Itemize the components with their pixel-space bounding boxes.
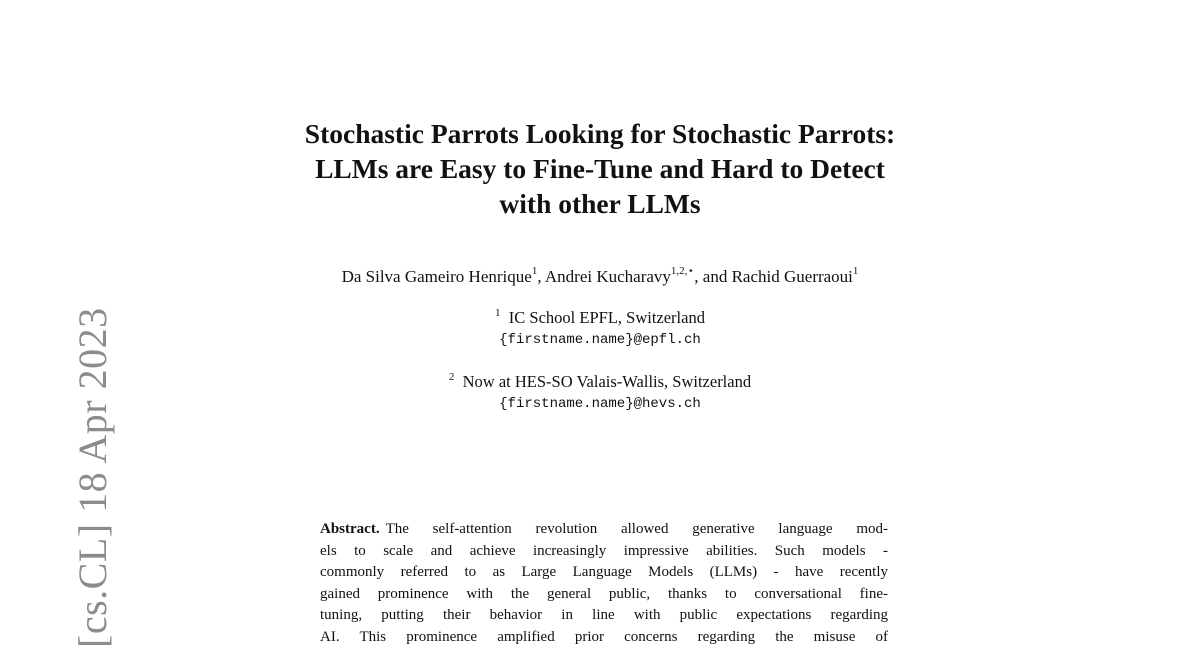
abstract-line: AI. This prominence amplified prior concerns regarding the misuse of: [320, 628, 888, 645]
abstract-line: commonly referred to as Large Language Models (LLMs) - have recently: [320, 564, 888, 580]
abstract-text: The self-attention revolution allowed generative language mod-: [385, 521, 888, 537]
arxiv-stamp: [24, 307, 115, 648]
affiliation-institution: IC School EPFL, Switzerland: [508, 308, 705, 327]
author-affiliation-marker: 1: [531, 265, 538, 278]
arxiv-stamp-text: [cs.CL] 18 Apr 2023: [70, 307, 115, 648]
paper-title: [200, 116, 1000, 221]
abstract: [320, 519, 888, 648]
affiliation-marker: 2: [448, 370, 455, 383]
author-name: Da Silva Gameiro Henrique: [341, 267, 532, 286]
affiliation-email: {firstname.name}@hevs.ch: [499, 396, 701, 412]
affiliation: [200, 307, 1000, 351]
abstract-line: [320, 519, 888, 541]
author-affiliation-marker: 1,2,⋆: [670, 265, 695, 278]
title-line: LLMs are Easy to Fine-Tune and Hard to Detect: [315, 153, 885, 184]
abstract-heading: Abstract.: [320, 521, 380, 537]
author-list: [200, 266, 1000, 288]
author-separator: , and: [694, 267, 732, 286]
affiliation: [200, 371, 1000, 415]
abstract-line: els to scale and achieve increasingly impressive abilities. Such models -: [320, 542, 888, 559]
affiliation-email: {firstname.name}@epfl.ch: [499, 332, 701, 348]
title-line: with other LLMs: [499, 188, 701, 219]
affiliation-marker: 1: [495, 306, 501, 319]
title-line: Stochastic Parrots Looking for Stochastic Parrots:: [304, 118, 896, 149]
author-separator: ,: [537, 267, 545, 286]
author-affiliation-marker: 1: [852, 265, 859, 278]
author-name: Rachid Guerraoui: [731, 267, 853, 286]
abstract-line: gained prominence with the general public, thanks to conversational fine-: [320, 585, 888, 602]
abstract-line: tuning, putting their behavior in line with public expectations regarding: [320, 607, 888, 623]
author-name: Andrei Kucharavy: [544, 267, 671, 286]
affiliation-institution: Now at HES-SO Valais-Wallis, Switzerland: [462, 372, 752, 391]
